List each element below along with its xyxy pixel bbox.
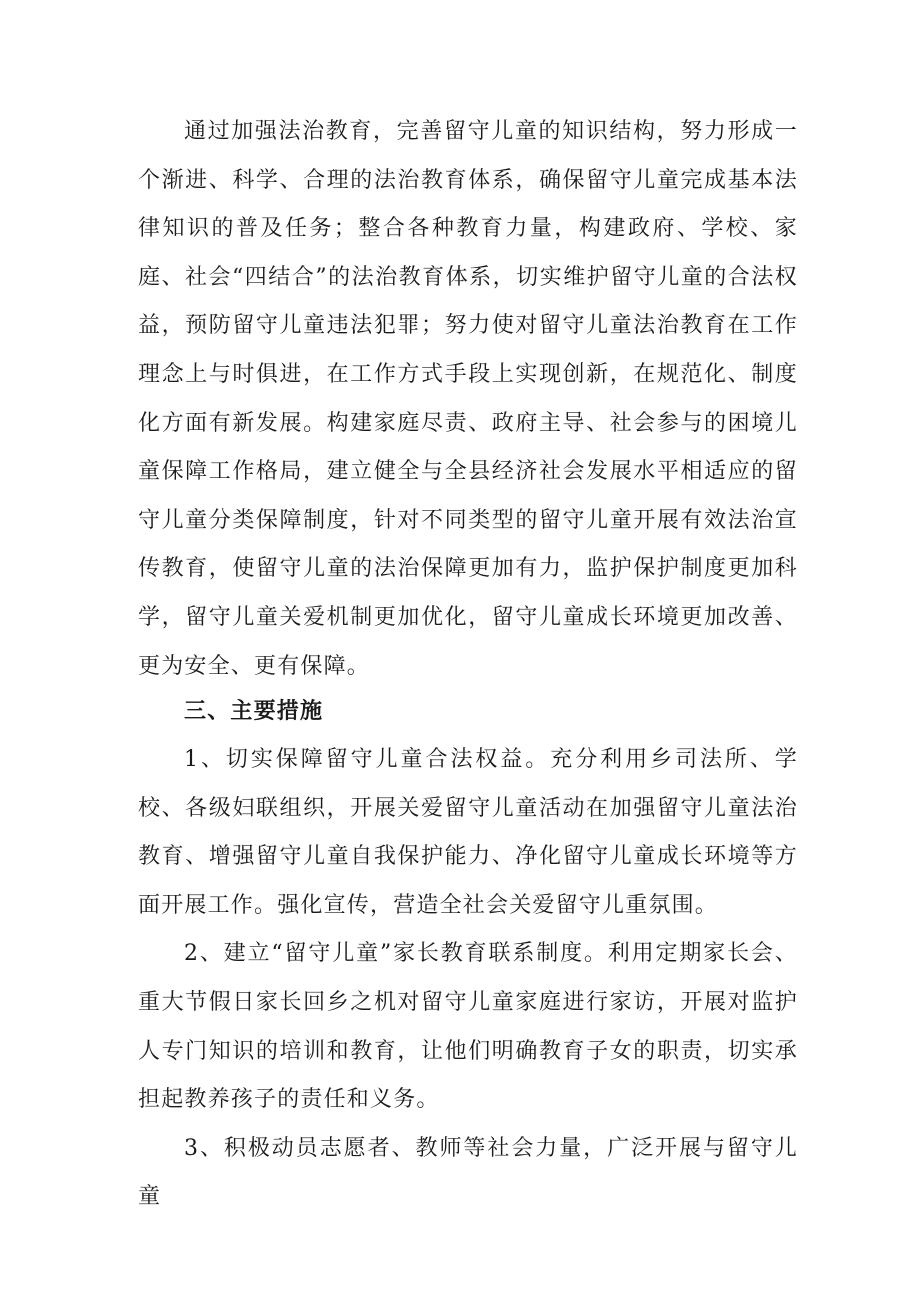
section-heading: 三、主要措施: [184, 699, 324, 724]
measure-item-3: 3、积极动员志愿者、教师等社会力量，广泛开展与留守儿童: [138, 1135, 798, 1210]
measure-item-1: 1、切实保障留守儿童合法权益。充分利用乡司法所、学校、各级妇联组织，开展关爱留守儿童活动在加强留守儿童法治教育、增强留守儿童自我保护能力、净化留守儿童成长环境等方面开展工作。强化宣传，营造全社会关爱留守儿重氛围。: [138, 747, 798, 918]
section-heading-block: [138, 688, 798, 737]
measure-item-2: 2、建立“留守儿童”家长教育联系制度。利用定期家长会、重大节假日家长回乡之机对留守儿童家庭进行家访，开展对监护人专门知识的培训和教育，让他们明确教育子女的职责，切实承担起教养孩子的责任和义务。: [138, 941, 798, 1113]
measures-section: [138, 736, 798, 1222]
intro-section: [138, 108, 798, 691]
paragraph-goals: 通过加强法治教育，完善留守儿童的知识结构，努力形成一个渐进、科学、合理的法治教育体系，确保留守儿童完成基本法律知识的普及任务；整合各种教育力量，构建政府、学校、家庭、社会“四结合”的法治教育体系，切实维护留守儿童的合法权益，预防留守儿童违法犯罪；努力使对留守儿童法治教育在工作理念上与时俱进，在工作方式手段上实现创新，在规范化、制度化方面有新发展。构建家庭尽责、政府主导、社会参与的困境儿童保障工作格局，建立健全与全县经济社会发展水平相适应的留守儿童分类保障制度，针对不同类型的留守儿童开展有效法治宣传教育，使留守儿童的法治保障更加有力，监护保护制度更加科学，留守儿童关爱机制更加优化，留守儿童成长环境更加改善、更为安全、更有保障。: [138, 119, 798, 679]
